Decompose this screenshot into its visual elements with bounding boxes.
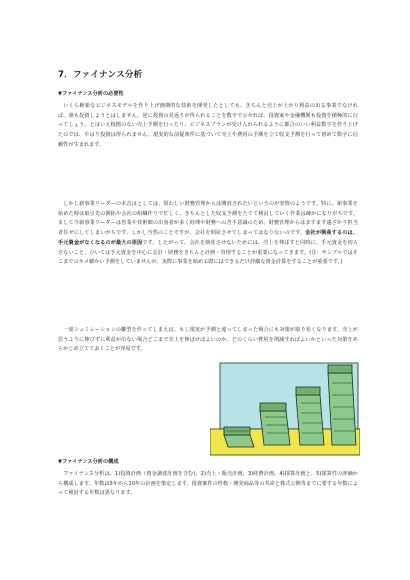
money-stack-3 [296, 387, 324, 445]
paragraph-2-text-a: しかし新事業リーダーの本音はとしては、煩わしい財務管理からは開放されたいというのが実情のようです。特に、新事業を始めた時は取引先の開拓や会社の組織作りで忙しく、きちんとした収支予測をたてて検討していく作業は疎かになりがちです。まして今新事業リーダーは営業や技術畑の出身者が多く経理や財務への苦手意識のため、財務管理からはますます遠ざかり担当者任せにしてしまいがちです。しかし当然のことですが、会社を倒産させてしまってはなりないのです。 [58, 201, 358, 237]
paragraph-1: いくら斬新なビジネスモデルを作り上げ画期的な技術を開発したとしても、きちんと売上が上がり利益の出る事業でなければ、誰も投資しようとはしません。逆に投資の見返りが得られることを数字で示せれば、投資家や金融機関も投資を積極的に行ってしょう。とはいえ根拠のない売上予測を行ったり、ビジネスプランが受け入れられるように都合のいい利益数字を作り上げたのでは、やはり投資は得られません。現実的な前提条件に基づいて売上や費用の予測を立て収支予測を行って初めて数字に信頼性が生まれます。 [58, 103, 358, 148]
section-heading-necessity: ▼ファイナンス分析の必要性 [58, 91, 124, 97]
money-growth-clipart [210, 355, 360, 460]
paragraph-2-text-b: です。したがって、会社を倒産させないためには、売上を伸ばすと同時に、手元資金を切らさないこと、ひいては手元資金を中心に会計・財務をきちんと計画・管理することが重要になってきます。(注：サンプルではそこまでのキメ細かい予測をしていませんが、実際に事業を始める際にはできるだけ詳細な資金計算をすることが重要です。) [58, 239, 358, 266]
money-stack-1 [224, 427, 254, 447]
paragraph-4: ファイナンス分析は、1)投資計画（資金調達計画を含む)、2)売上・販売計画、3)経費計画、4)採算計画と、5)採算性の評価から構成します。年数は3年から10年の計画を策定します。投資案件の性格・開発商品等の寿命と株式公開等までに要する年数によって検討する年数は異なります。 [58, 471, 358, 497]
money-stack-2 [260, 403, 290, 445]
money-stack-4 [328, 365, 356, 445]
paragraph-2-emphasis: 会社が倒産するのは、手元資金がなくなるのが最大の原因 [58, 230, 358, 246]
section-heading-structure: ▼ファイナンス分析の構成 [58, 459, 119, 465]
paragraph-3: 一度シュミレーションの雛型を作ってしまえば、もし現実が予測と違ってしまった場合にも対策が取り易くなります。売上が思うように伸びずに利益が出ない場合どこまで売上を伸ばせばよいのか、どのくらい費用を削減すればよいかといった対策をあらかじめ立てておくことが容易です。 [58, 327, 358, 353]
paragraph-2 [58, 200, 358, 268]
page-title: 7．ファイナンス分析 [58, 70, 143, 80]
